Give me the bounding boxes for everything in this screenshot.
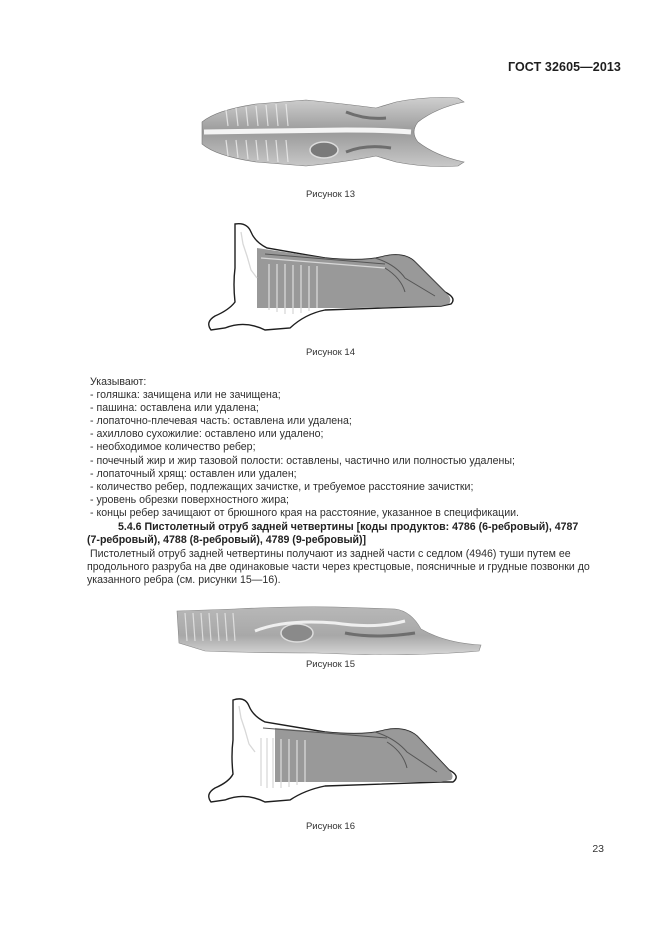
list-item: - концы ребер зачищают от брюшного края на расстояние, указанное в спецификации. — [90, 506, 519, 519]
list-item: - лопаточный хрящ: оставлен или удален; — [90, 467, 297, 480]
figure-16-caption: Рисунок 16 — [305, 821, 356, 832]
body-line-1: Пистолетный отруб задней четвертины получают из задней части с седлом (4946) туши путем ее — [90, 548, 571, 560]
figure-16-image — [205, 692, 461, 804]
list-item: - уровень обрезки поверхностного жира; — [90, 493, 289, 506]
list-item: - количество ребер, подлежащих зачистке, и требуемое расстояние зачистки; — [90, 480, 474, 493]
page-number: 23 — [592, 843, 604, 855]
body-line-3: указанного ребра (см. рисунки 15—16). — [87, 574, 281, 587]
body-line-2: продольного разруба на две одинаковые части через крестцовые, поясничные и грудные позвонки до — [87, 561, 590, 574]
figure-14-image — [205, 218, 457, 333]
section-heading — [87, 521, 610, 547]
list-item: - необходимое количество ребер; — [90, 441, 256, 454]
figure-15-image — [175, 603, 485, 655]
list-intro: Указывают: — [90, 376, 147, 388]
list-item: - лопаточно-плечевая часть: оставлена или удалена; — [90, 415, 352, 428]
figure-15-caption: Рисунок 15 — [305, 659, 356, 670]
specification-list — [90, 376, 610, 520]
section-heading-line-2: (7-ребровый), 4788 (8-ребровый), 4789 (9-ребровый)] — [87, 534, 367, 547]
figure-13-caption: Рисунок 13 — [305, 189, 356, 200]
figure-14-caption: Рисунок 14 — [305, 347, 356, 358]
list-item: - ахиллово сухожилие: оставлено или удалено; — [90, 428, 324, 441]
list-item: - голяшка: зачищена или не зачищена; — [90, 389, 281, 402]
document-standard-header: ГОСТ 32605—2013 — [507, 60, 621, 74]
list-item: - почечный жир и жир тазовой полости: оставлены, частично или полностью удалены; — [90, 454, 515, 467]
figure-13-image — [196, 92, 468, 172]
body-paragraph — [87, 548, 610, 587]
section-heading-line-1: 5.4.6 Пистолетный отруб задней четвертины [коды продуктов: 4786 (6-ребровый), 4787 — [118, 521, 579, 533]
list-item: - пашина: оставлена или удалена; — [90, 402, 259, 415]
